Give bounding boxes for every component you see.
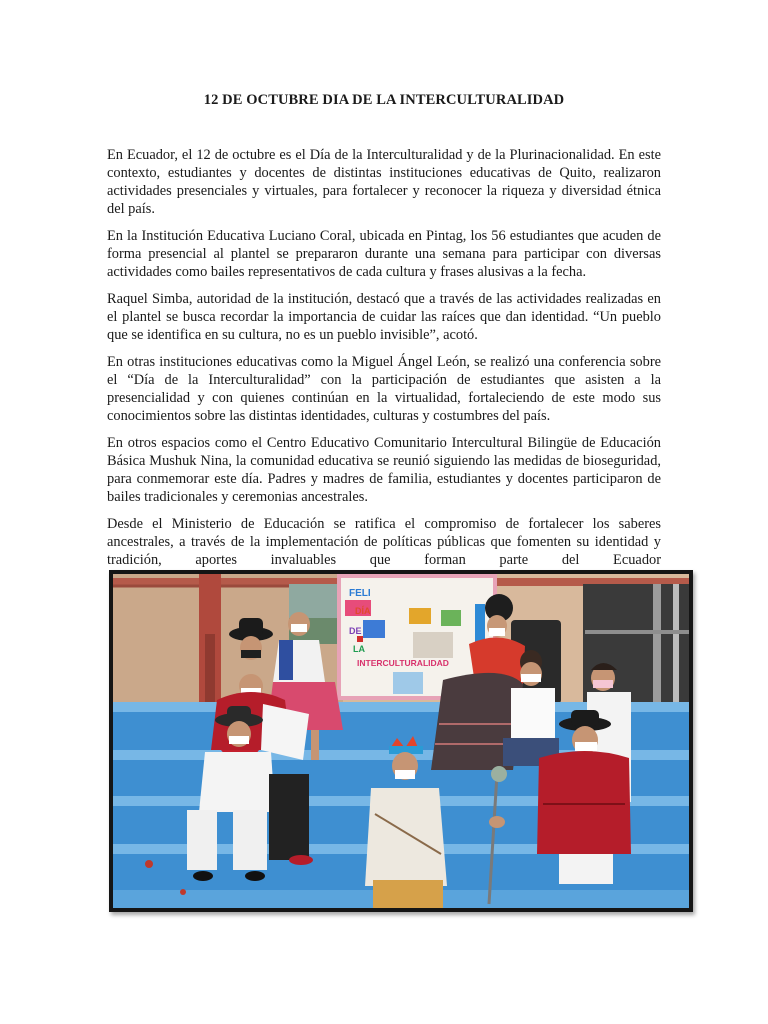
paragraph: En otros espacios como el Centro Educativo Comunitario Intercultural Bilingüe de Educación Básica Mushuk Nina, la comunidad educativa se reunió siguiendo las medidas de bioseguridad, para conmemorar este día. Padres y madres de familia, estudiantes y docentes participaron de bailes tradicionales y ceremonias ancestrales. [107,435,661,505]
banner-text: FELI [349,588,371,599]
banner-text: DE [349,626,362,636]
paragraph: En Ecuador, el 12 de octubre es el Día de la Interculturalidad y de la Plurinacionalidad. En este contexto, estudiantes y docentes de distintas instituciones educativas de Quito, realizaron actividades presenciales y virtuales, para fortalecer y reconocer la riqueza y diversidad étnica del país. [107,147,661,217]
document-body [107,146,661,578]
paragraph: Raquel Simba, autoridad de la institución, destacó que a través de las actividades realizadas en el plantel se busca recordar la importancia de cuidar las raíces que dan identidad. “Un pueblo que se identifica en su cultura, no es un pueblo invisible”, acotó. [107,291,661,343]
document-title: 12 DE OCTUBRE DIA DE LA INTERCULTURALIDAD [203,92,565,108]
banner-text: DÍA [355,606,371,616]
paragraph: En la Institución Educativa Luciano Coral, ubicada en Pintag, los 56 estudiantes que acuden de forma presencial al plantel se prepararon durante una semana para participar con diversas actividades como bailes representativos de cada cultura y frases alusivas a la fecha. [107,228,661,280]
photo-illustration [109,570,693,912]
paragraph: En otras instituciones educativas como la Miguel Ángel León, se realizó una conferencia sobre el “Día de la Interculturalidad” con la participación de estudiantes que asisten a la presencialidad y con quienes continúan en la virtualidad, fortaleciendo de este modo sus conocimientos sobre las distintas identidades, culturas y costumbres del país. [107,354,661,424]
paragraph: Desde el Ministerio de Educación se ratifica el compromiso de fortalecer los saberes ancestrales, a través de la implementación de políticas públicas que fomenten su identidad y tradición, aportes invaluables que forman parte del Ecuador [107,516,661,568]
banner-text: LA [353,644,365,654]
students-photo [109,570,693,912]
banner-text: INTERCULTURALIDAD [357,658,449,668]
